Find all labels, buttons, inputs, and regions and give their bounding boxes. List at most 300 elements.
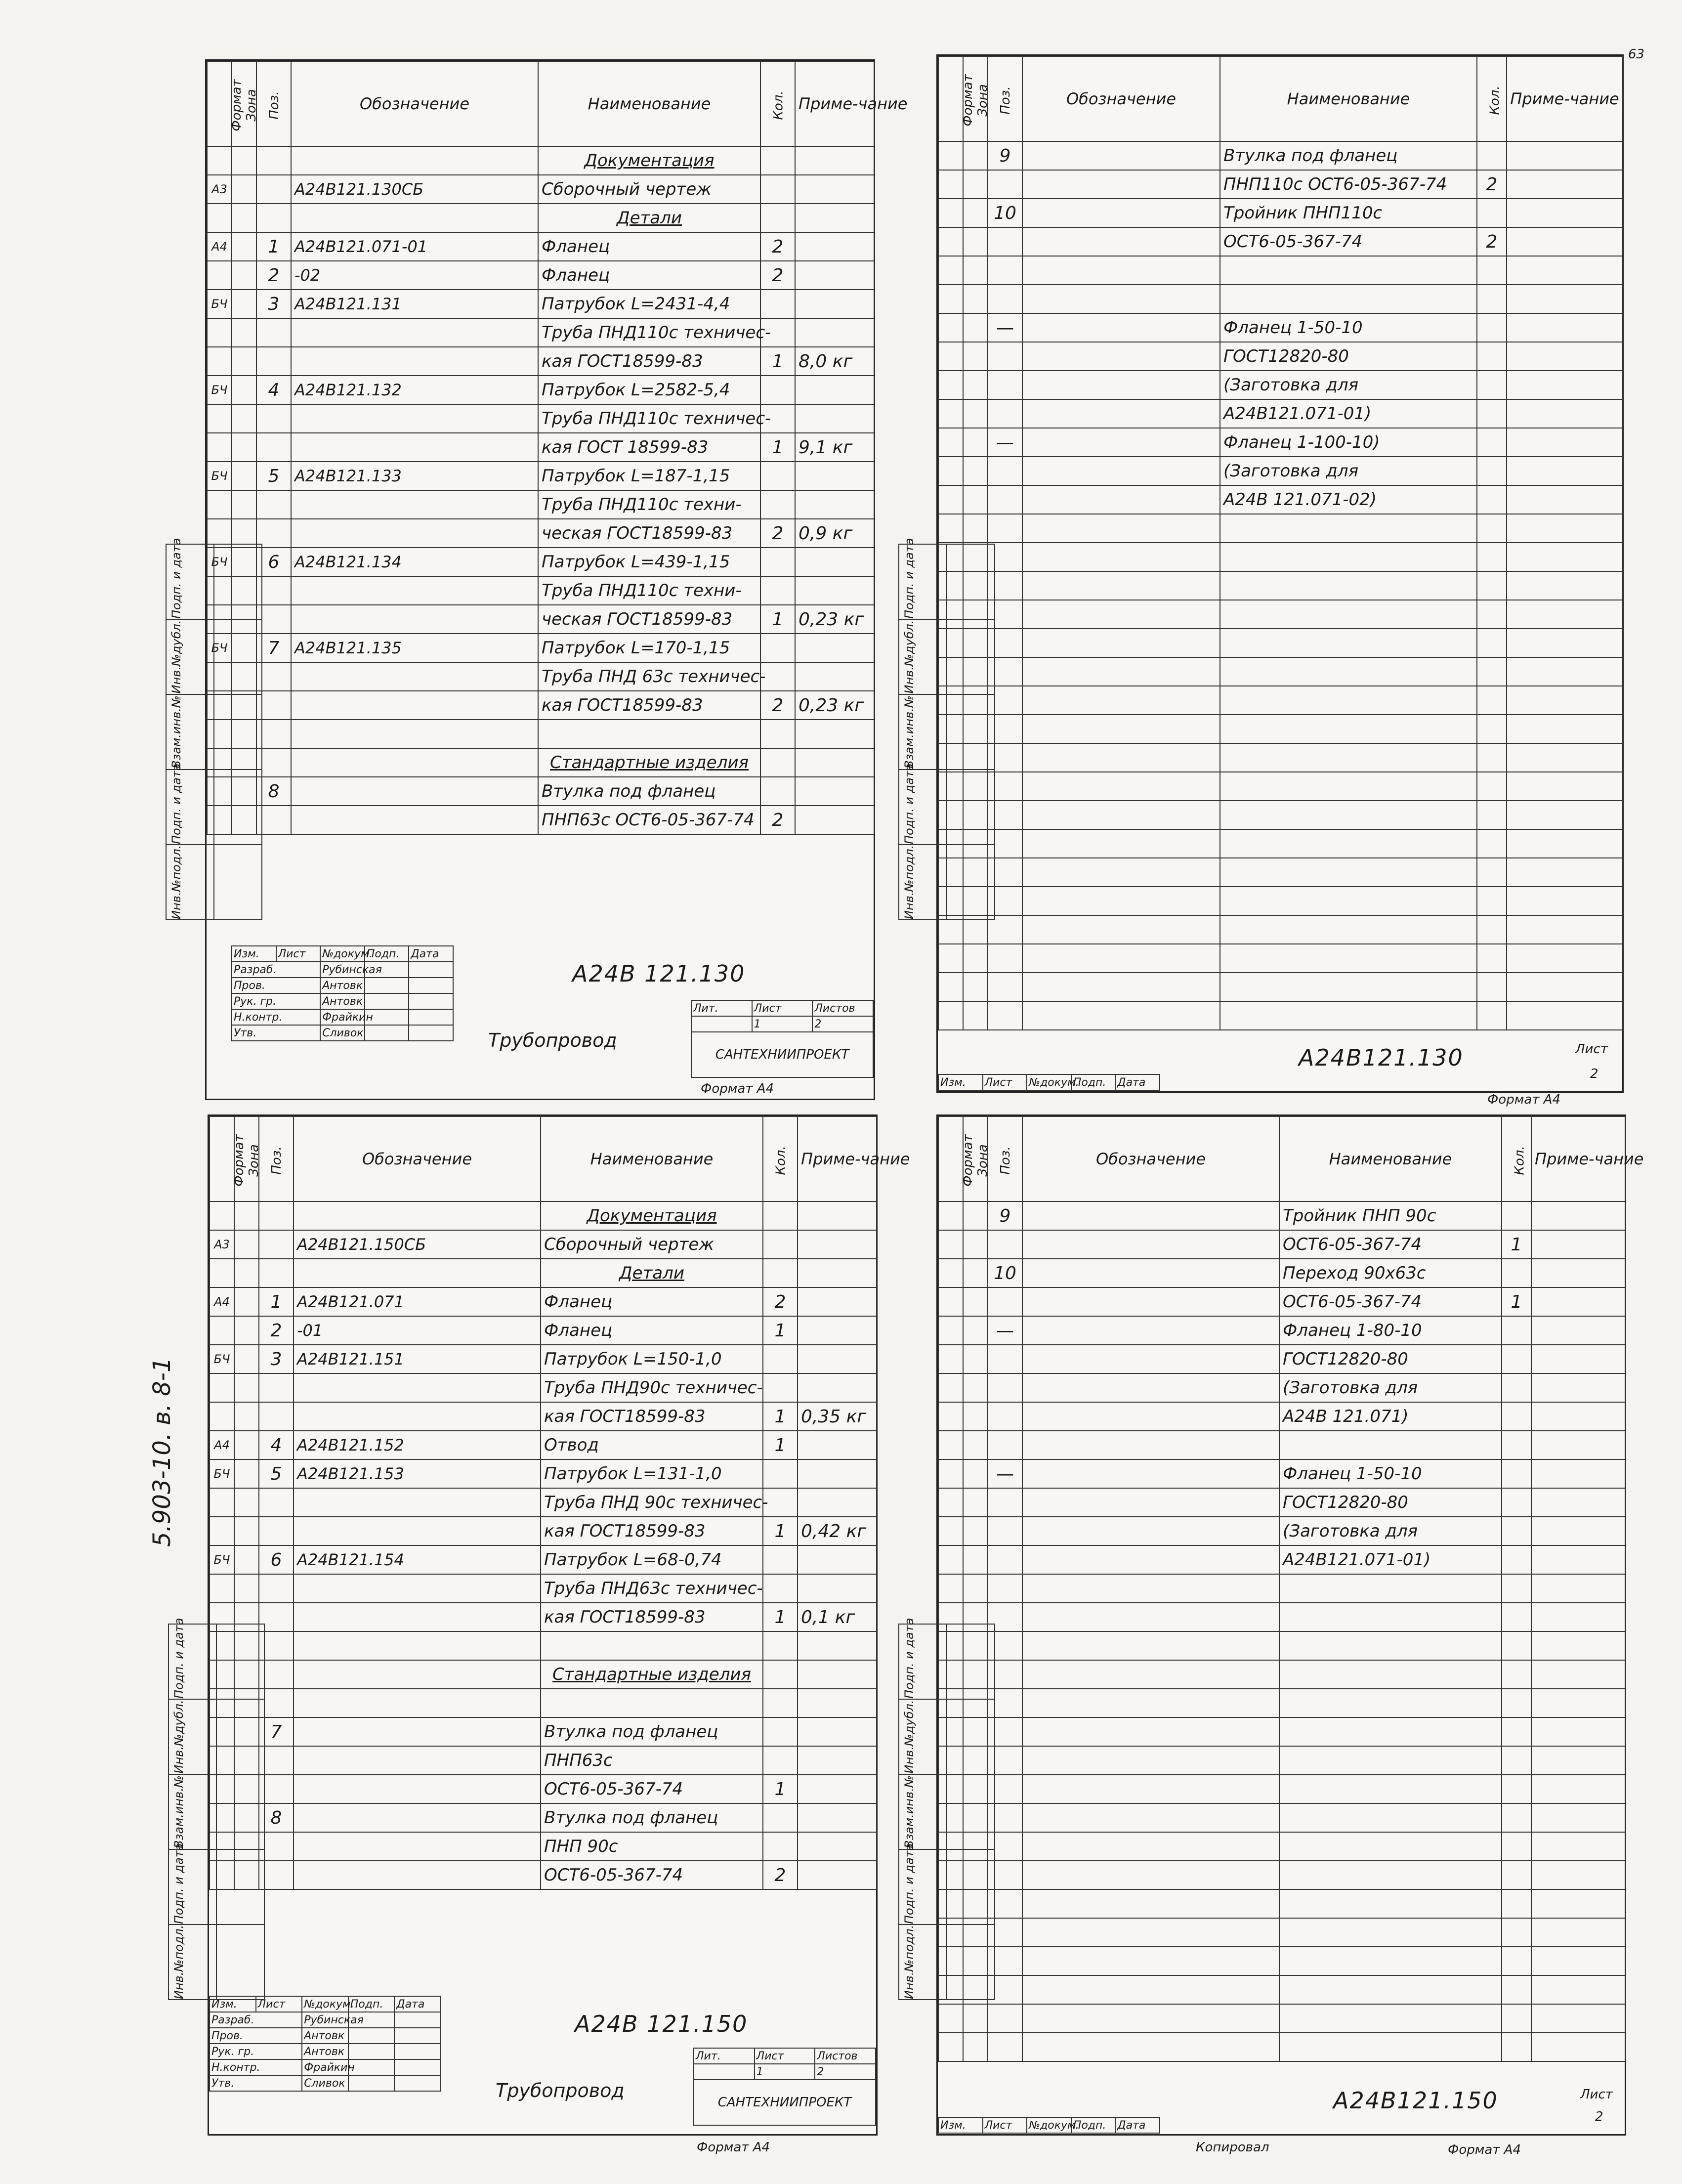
table-row [938,170,1623,199]
empty-cell [988,2033,1022,2061]
cell-des [1022,199,1220,227]
cell-pos [988,1431,1022,1459]
cell-name: Втулка под фланец [541,1803,763,1832]
table-row [938,1918,1625,1947]
cell-name: (Заготовка для [1279,1373,1502,1402]
cell-qty [1477,256,1507,285]
cell-pos: — [988,1316,1022,1345]
cell-zone [963,1431,988,1459]
cell-name: Труба ПНД110с техни- [538,576,760,605]
cell-fmt [210,1402,234,1431]
cell-fmt [938,199,963,227]
cell-qty [1502,1459,1531,1488]
cell-pos [256,318,291,347]
empty-cell [1279,1975,1502,2004]
cell-fmt [938,1488,963,1517]
empty-cell [1502,1775,1531,1803]
cell-zone [234,1517,259,1545]
empty-cell [1531,1775,1625,1803]
table-row [207,146,874,175]
empty-cell [1507,1001,1623,1030]
cell-note [798,1775,877,1803]
table-row [938,141,1623,170]
empty-cell [1477,973,1507,1001]
cell-fmt: БЧ [207,462,232,490]
empty-cell [1022,973,1220,1001]
empty-cell [1477,858,1507,887]
cell-note [795,634,874,662]
cell-name: Сборочный чертеж [541,1230,763,1259]
cell-pos: 10 [988,199,1022,227]
cell-des: А24В121.133 [291,462,538,490]
table-row [938,1603,1625,1631]
cell-qty [1477,428,1507,457]
empty-cell [1022,1947,1279,1975]
empty-cell [1502,1660,1531,1689]
cell-qty [763,1230,798,1259]
table-row [938,1975,1625,2004]
empty-cell [1531,1746,1625,1775]
cell-note [798,1316,877,1345]
cell-name: Сборочный чертеж [538,175,760,204]
table-row [207,490,874,519]
cell-des [1022,141,1220,170]
table-row [938,313,1623,342]
cell-pos: 2 [256,261,291,290]
empty-cell [988,2004,1022,2033]
cell-fmt: БЧ [210,1459,234,1488]
empty-cell [1507,715,1623,743]
empty-cell [1022,1631,1279,1660]
cell-zone [963,399,988,428]
cell-qty: 1 [1502,1287,1531,1316]
cell-pos: — [988,313,1022,342]
cell-name: Тройник ПНП110с [1220,199,1477,227]
table-row [207,691,874,720]
empty-cell [963,1001,988,1030]
cell-fmt: БЧ [207,634,232,662]
empty-cell [963,2004,988,2033]
cell-note: 8,0 кг [795,347,874,376]
cell-pos [259,1230,294,1259]
cell-zone [234,1488,259,1517]
cell-note: 0,23 кг [795,605,874,634]
table-row [210,1861,877,1889]
cell-note [798,1459,877,1488]
cell-pos: — [988,1459,1022,1488]
empty-cell [938,973,963,1001]
cell-pos: 8 [256,777,291,806]
cell-pos [256,490,291,519]
empty-cell [1022,543,1220,571]
cell-note [795,576,874,605]
cell-fmt [210,1574,234,1603]
cell-name: Труба ПНД90с техничес- [541,1373,763,1402]
cell-fmt [207,347,232,376]
cell-fmt [938,399,963,428]
cell-qty: 1 [763,1316,798,1345]
side-block-4: Подп. и дата Инв.№дубл. Взам.инв.№ Подп. и дата Инв.№подл. [898,1624,995,2000]
cell-qty [1502,1431,1531,1459]
table-row [938,829,1623,858]
table-row [938,1861,1625,1889]
cell-fmt: А4 [210,1431,234,1459]
empty-cell [1022,1717,1279,1746]
cell-qty [1477,313,1507,342]
spec-table-4: Формат Зона Поз. Обозначение Наименование Кол. Приме-чание 9 Тройник ПНП 90с ОСТ6-05-367-74 1 10 Переход 90х63с ОСТ6-05-367-74 1 — Фланец 1-80-10 ГОСТ12820-80 (Заготовка для А24В 121.071) — Фланец 1-50-10 ГОСТ12820-80 (Заготовка для А24В121.071-01) [938,1116,1626,2062]
cell-des [1022,485,1220,514]
cell-fmt [210,1517,234,1545]
empty-cell [1477,887,1507,915]
cell-name: Документация [541,1201,763,1230]
cell-zone [232,318,256,347]
empty-cell [1531,1832,1625,1861]
cell-note [798,1230,877,1259]
cell-pos [259,1201,294,1230]
cell-des: А24В121.151 [294,1345,541,1373]
cell-des: -02 [291,261,538,290]
cell-note [1531,1545,1625,1574]
side-block-1: Подп. и дата Инв.№дубл. Взам.инв.№ Подп. и дата Инв.№подл. [166,544,262,920]
empty-cell [1507,600,1623,629]
table-row [938,485,1623,514]
table-row [210,1259,877,1287]
table-row [938,543,1623,571]
cell-note [1507,227,1623,256]
cell-note [795,204,874,232]
cell-name: Патрубок L=439-1,15 [538,548,760,576]
cell-des [294,1631,541,1660]
table-row [938,199,1623,227]
cell-pos [256,204,291,232]
cell-fmt [938,313,963,342]
cell-pos: 2 [259,1316,294,1345]
cell-qty [1502,1517,1531,1545]
cell-des: А24В121.153 [294,1459,541,1488]
cell-pos [256,146,291,175]
cell-zone [963,342,988,371]
cell-des [1022,1459,1279,1488]
table-row [207,376,874,404]
cell-name: кая ГОСТ18599-83 [541,1402,763,1431]
empty-cell [1502,1574,1531,1603]
cell-qty: 1 [763,1517,798,1545]
empty-cell [1220,887,1477,915]
cell-des [291,662,538,691]
cell-note [1531,1287,1625,1316]
cell-qty [763,1459,798,1488]
cell-pos: 5 [259,1459,294,1488]
cell-name [1220,285,1477,313]
cell-zone [963,1316,988,1345]
cell-fmt [938,428,963,457]
empty-cell [1531,1631,1625,1660]
cell-zone [234,1431,259,1459]
cell-zone [963,1230,988,1259]
cell-des [1022,342,1220,371]
cell-name: кая ГОСТ18599-83 [538,347,760,376]
empty-cell [1220,973,1477,1001]
cell-pos [988,1345,1022,1373]
cell-des [294,1689,541,1717]
cell-note [798,1574,877,1603]
cell-note [1531,1459,1625,1488]
empty-cell [938,2033,963,2061]
cell-name [1279,1431,1502,1459]
cell-note [1507,399,1623,428]
cell-des: А24В121.130СБ [291,175,538,204]
empty-cell [1279,1861,1502,1889]
table-row [210,1717,877,1746]
empty-cell [1220,571,1477,600]
cell-note [1531,1316,1625,1345]
cell-note [798,1259,877,1287]
cell-fmt [938,1545,963,1574]
cell-fmt [938,1402,963,1431]
cell-pos: 1 [256,232,291,261]
cell-name: кая ГОСТ 18599-83 [538,433,760,462]
cell-zone [234,1259,259,1287]
table-row [210,1803,877,1832]
cell-qty [1477,457,1507,485]
cell-pos [259,1517,294,1545]
table-row [938,1717,1625,1746]
empty-cell [1502,1603,1531,1631]
cell-qty [763,1345,798,1373]
cell-des [1022,1259,1279,1287]
cell-qty [763,1201,798,1230]
empty-cell [1220,686,1477,715]
cell-des [291,318,538,347]
cell-qty [760,490,795,519]
empty-cell [1507,858,1623,887]
empty-cell [1477,829,1507,858]
cell-fmt [938,485,963,514]
table-row [938,1402,1625,1431]
table-row [938,1545,1625,1574]
cell-zone [234,1574,259,1603]
cell-fmt [938,1345,963,1373]
cell-name: Патрубок L=2431-4,4 [538,290,760,318]
cell-pos [259,1402,294,1431]
cell-pos: 10 [988,1259,1022,1287]
lit-block-1: Лит. Лист Листов 1 2 САНТЕХНИИПРОЕКТ [691,1000,874,1078]
format-label-4: Формат А4 [1448,2142,1521,2157]
cell-note: 0,1 кг [798,1603,877,1631]
empty-cell [1022,829,1220,858]
empty-cell [1022,944,1220,973]
cell-qty [760,175,795,204]
cell-qty: 2 [1477,170,1507,199]
cell-des [1022,170,1220,199]
empty-cell [963,514,988,543]
sheet-4 [936,1114,1644,2136]
cell-des [291,519,538,548]
cell-des [1022,313,1220,342]
copied-label: Копировал [1196,2140,1269,2155]
cell-des [294,1402,541,1431]
vertical-doc-code: 5.903-10. в. 8-1 [148,1357,176,1547]
cell-pos: — [988,428,1022,457]
cell-qty [760,462,795,490]
empty-cell [1531,1918,1625,1947]
cell-qty [760,720,795,748]
empty-cell [1022,686,1220,715]
cell-note [798,1631,877,1660]
cell-name: ГОСТ12820-80 [1279,1345,1502,1373]
cell-qty: 2 [763,1861,798,1889]
cell-pos [259,1574,294,1603]
cell-name: Документация [538,146,760,175]
cell-name: А24В121.071-01) [1220,399,1477,428]
cell-fmt [207,433,232,462]
cell-name: Труба ПНД63с техничес- [541,1574,763,1603]
table-row [938,944,1623,973]
table-row [210,1832,877,1861]
cell-fmt: БЧ [207,548,232,576]
table-row [207,404,874,433]
table-row [207,232,874,261]
cell-zone [963,485,988,514]
empty-cell [1279,1717,1502,1746]
empty-cell [1279,2033,1502,2061]
cell-fmt [938,1259,963,1287]
cell-name: ческая ГОСТ18599-83 [538,605,760,634]
cell-pos [988,485,1022,514]
cell-note [798,1287,877,1316]
cell-note [798,1861,877,1889]
cell-qty: 2 [763,1287,798,1316]
empty-cell [938,944,963,973]
empty-cell [1477,772,1507,801]
cell-pos: 4 [259,1431,294,1459]
empty-cell [1531,1975,1625,2004]
cell-name: кая ГОСТ18599-83 [541,1603,763,1631]
empty-cell [1220,915,1477,944]
cell-name: Фланец [541,1287,763,1316]
empty-cell [1022,772,1220,801]
cell-pos [988,170,1022,199]
cell-note [795,376,874,404]
cell-fmt [210,1488,234,1517]
cell-name: Патрубок L=170-1,15 [538,634,760,662]
empty-cell [1279,1918,1502,1947]
cell-fmt [938,457,963,485]
empty-cell [1502,1717,1531,1746]
empty-cell [963,944,988,973]
table-row [938,1574,1625,1603]
cell-des [294,1832,541,1861]
empty-cell [1279,1947,1502,1975]
empty-cell [1502,1861,1531,1889]
cell-note [1507,141,1623,170]
table-row [938,1230,1625,1259]
cell-note [798,1660,877,1689]
cell-qty [1502,1373,1531,1402]
table-row [938,915,1623,944]
empty-cell [1507,543,1623,571]
cell-des: -01 [294,1316,541,1345]
cell-des [1022,1345,1279,1373]
empty-cell [1279,1631,1502,1660]
cell-des: А24В121.134 [291,548,538,576]
col-name: Наименование [538,61,760,146]
cell-fmt [938,1459,963,1488]
empty-cell [1022,1746,1279,1775]
cell-fmt [938,1373,963,1402]
cell-des [1022,256,1220,285]
table-row [938,457,1623,485]
cell-note [798,1746,877,1775]
cell-zone [234,1316,259,1345]
cell-name: Труба ПНД110с техничес- [538,404,760,433]
table-row [207,204,874,232]
cell-zone [963,256,988,285]
empty-cell [1531,2033,1625,2061]
empty-cell [1477,715,1507,743]
cell-pos [988,285,1022,313]
cell-zone [232,433,256,462]
cell-qty [1502,1345,1531,1373]
cell-name [541,1689,763,1717]
cell-des [294,1717,541,1746]
cell-note [1507,285,1623,313]
table-row [938,1431,1625,1459]
cell-qty: 2 [760,806,795,834]
col-qty: Кол. [760,61,795,146]
cell-zone [234,1201,259,1230]
empty-cell [988,514,1022,543]
cell-qty: 1 [760,433,795,462]
cell-des [291,490,538,519]
cell-des: А24В121.154 [294,1545,541,1574]
cell-pos [256,175,291,204]
empty-cell [1531,1947,1625,1975]
table-row [210,1230,877,1259]
table-row [207,290,874,318]
empty-cell [1022,2004,1279,2033]
empty-cell [1220,657,1477,686]
table-row [207,806,874,834]
table-row [938,428,1623,457]
cell-qty [1477,141,1507,170]
cell-des: А24В121.071 [294,1287,541,1316]
cell-pos [988,1545,1022,1574]
cell-zone [232,347,256,376]
cell-qty [760,748,795,777]
table-row [207,548,874,576]
cell-pos: 9 [988,141,1022,170]
cell-zone [232,232,256,261]
cell-pos [988,1373,1022,1402]
cell-des [1022,457,1220,485]
empty-cell [1022,1775,1279,1803]
cell-name: Труба ПНД 90с техничес- [541,1488,763,1517]
cell-pos [988,227,1022,256]
table-row [938,1316,1625,1345]
cell-name [538,720,760,748]
table-row [210,1345,877,1373]
cell-qty: 1 [763,1775,798,1803]
cell-name: Фланец 1-80-10 [1279,1316,1502,1345]
cell-des [1022,285,1220,313]
empty-cell [1477,629,1507,657]
cell-zone [963,1345,988,1373]
cell-zone [232,204,256,232]
cell-fmt [938,227,963,256]
table-row [938,227,1623,256]
cell-qty [760,204,795,232]
